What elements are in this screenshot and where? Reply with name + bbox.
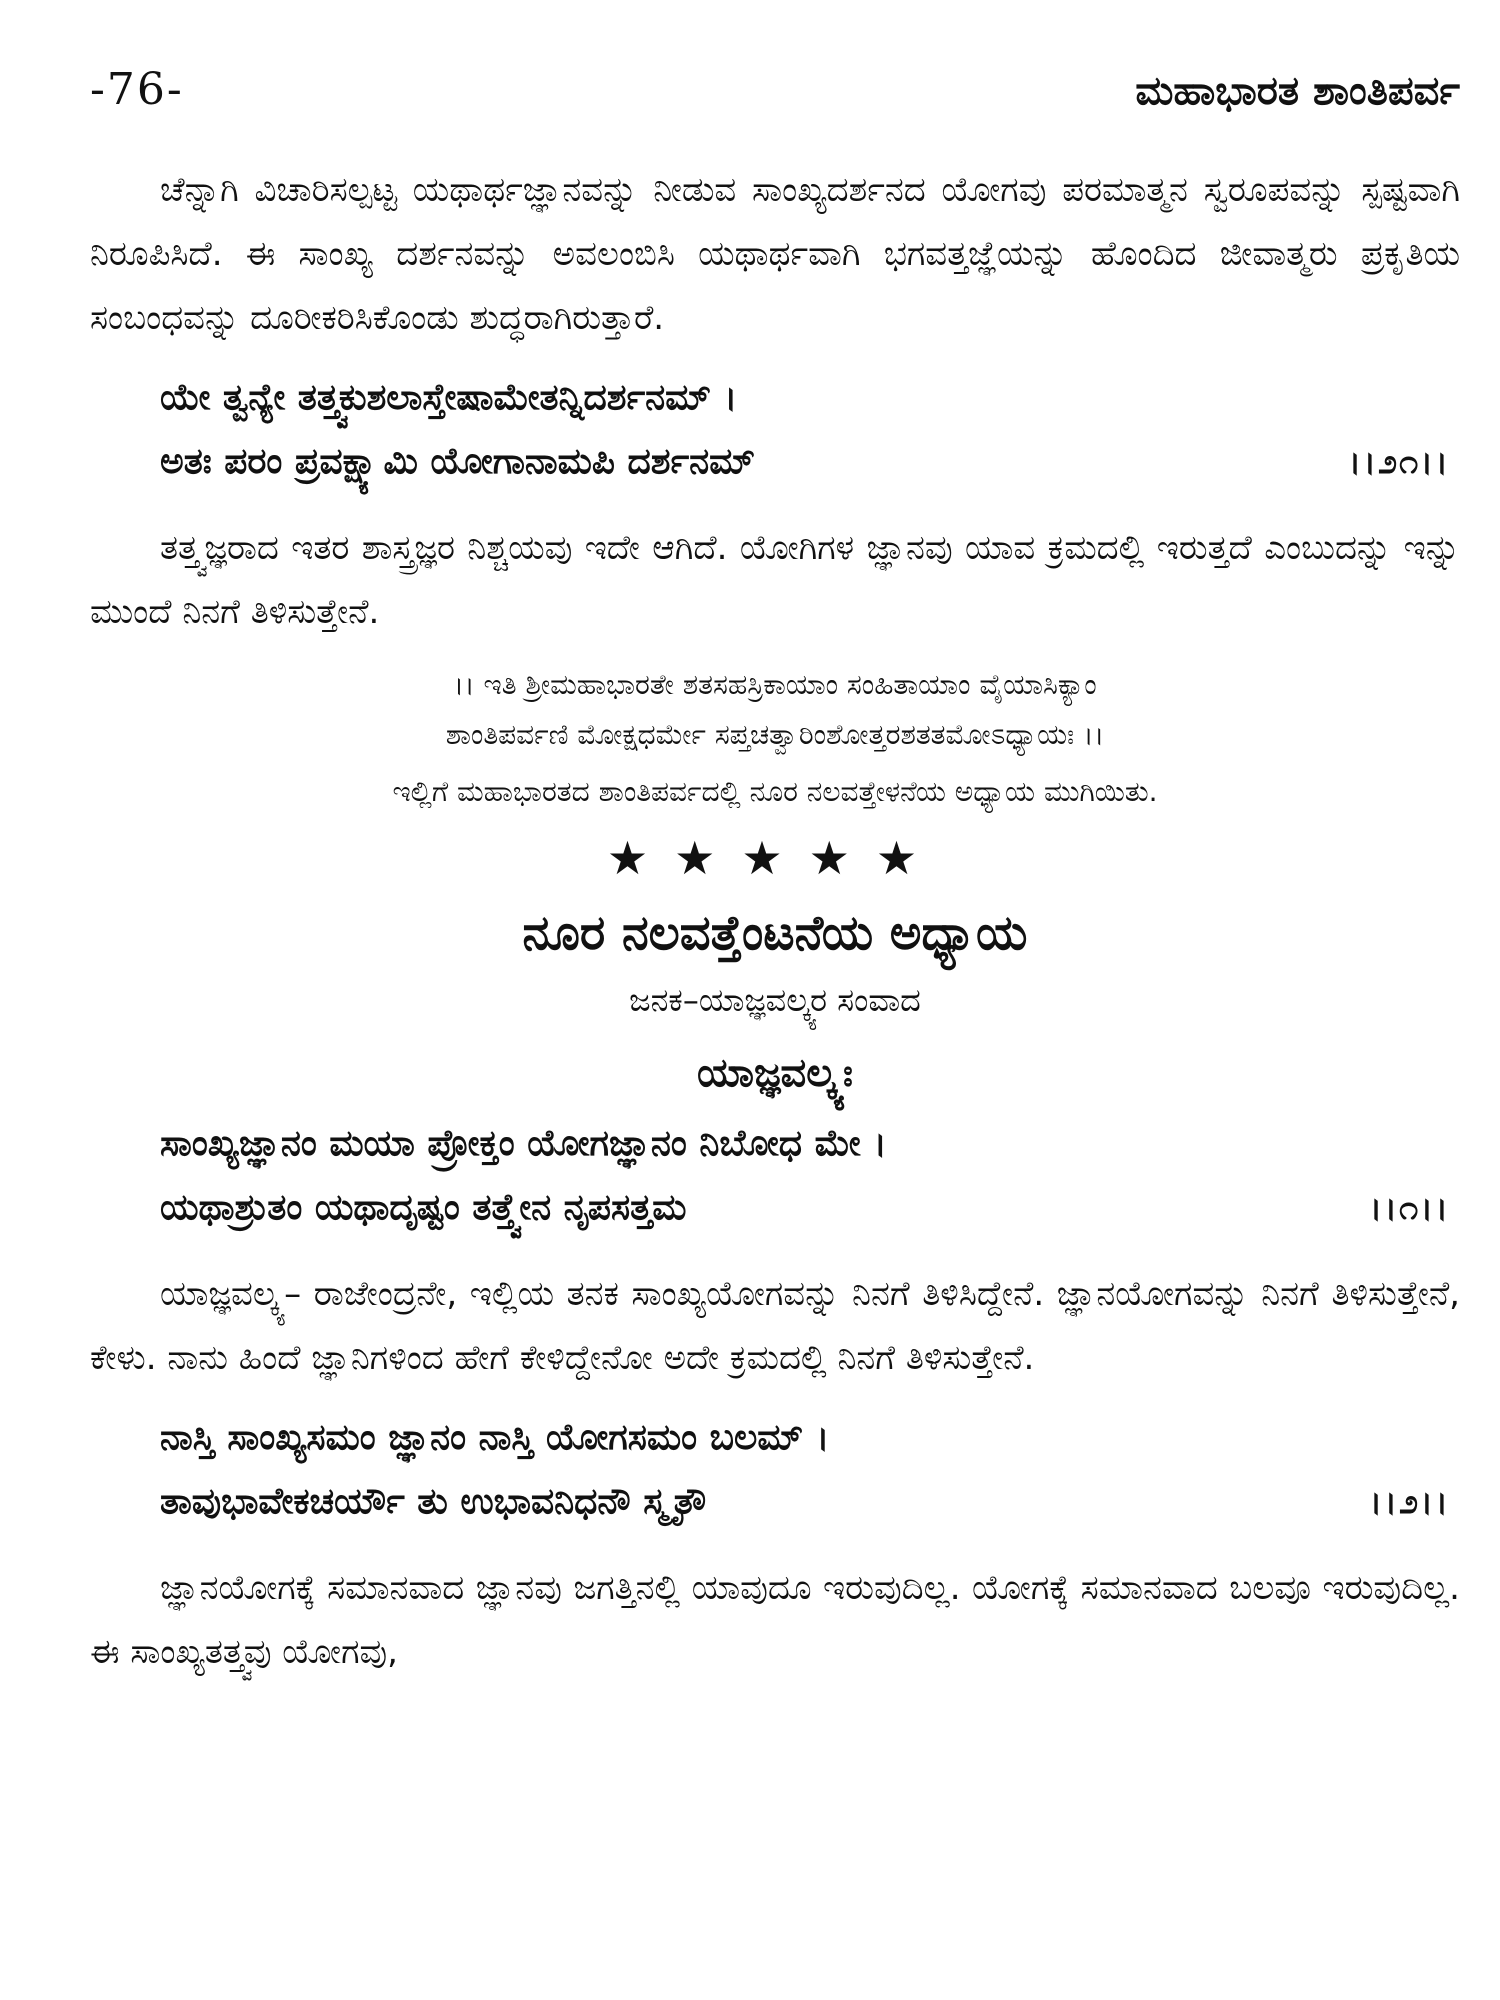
star-separator: ★★★★★ <box>606 831 944 885</box>
page-number: -76- <box>90 64 184 115</box>
running-title: ಮಹಾಭಾರತ ಶಾಂತಿಪರ್ವ <box>1135 68 1460 114</box>
colophon-line-2: ಶಾಂತಿಪರ್ವಣಿ ಮೋಕ್ಷಧರ್ಮೇ ಸಪ್ತಚತ್ವಾರಿಂಶೋತ್ತರಶತತಮೋಽಧ್ಯಾಯಃ ।। <box>445 718 1105 751</box>
colophon-line-1: ।। ಇತಿ ಶ್ರೀಮಹಾಭಾರತೇ ಶತಸಹಸ್ರಿಕಾಯಾಂ ಸಂಹಿತಾಯಾಂ ವೈಯಾಸಿಕ್ಯಾಂ <box>453 668 1097 701</box>
verse-text: ನಾಸ್ತಿ ಸಾಂಖ್ಯಸಮಂ ಜ್ಞಾನಂ ನಾಸ್ತಿ ಯೋಗಸಮಂ ಬಲಮ್ । <box>160 1417 830 1458</box>
verse-number: ।।೧।। <box>1369 1188 1450 1228</box>
verse-line <box>160 1112 1460 1176</box>
paragraph-2: ತತ್ತ್ವಜ್ಞರಾದ ಇತರ ಶಾಸ್ತ್ರಜ್ಞರ ನಿಶ್ಚಯವು ಇದೇ ಆಗಿದೆ. ಯೋಗಿಗಳ ಜ್ಞಾನವು ಯಾವ ಕ್ರಮದಲ್ಲಿ ಇರುತ್ತದೆ ಎಂಬುದನ್ನು ಇನ್ನು ಮುಂದೆ ನಿನಗೆ ತಿಳಿಸುತ್ತೇನೆ. <box>90 528 1460 632</box>
paragraph-1: ಚೆನ್ನಾಗಿ ವಿಚಾರಿಸಲ್ಪಟ್ಟ ಯಥಾರ್ಥಜ್ಞಾನವನ್ನು ನೀಡುವ ಸಾಂಖ್ಯದರ್ಶನದ ಯೋಗವು ಪರಮಾತ್ಮನ ಸ್ವರೂಪವನ್ನು ಸ್ಪಷ್ಟವಾಗಿ ನಿರೂಪಿಸಿದೆ. ಈ ಸಾಂಖ್ಯ ದರ್ಶನವನ್ನು ಅವಲಂಬಿಸಿ ಯಥಾರ್ಥವಾಗಿ ಭಗವತ್ತಜ್ಞೆಯನ್ನು ಹೊಂದಿದ ಜೀವಾತ್ಮರು ಪ್ರಕೃತಿಯ ಸಂಬಂಧವನ್ನು ದೂರೀಕರಿಸಿಕೊಂಡು ಶುದ್ಧರಾಗಿರುತ್ತಾರೆ. <box>90 170 1460 338</box>
verse-number: ।।೨।। <box>1369 1482 1450 1522</box>
verse-number: ।।೨೧।। <box>1348 442 1450 482</box>
paragraph-4: ಜ್ಞಾನಯೋಗಕ್ಕೆ ಸಮಾನವಾದ ಜ್ಞಾನವು ಜಗತ್ತಿನಲ್ಲಿ ಯಾವುದೂ ಇರುವುದಿಲ್ಲ. ಯೋಗಕ್ಕೆ ಸಮಾನವಾದ ಬಲವೂ ಇರುವುದಿಲ್ಲ. ಈ ಸಾಂಖ್ಯತತ್ತ್ವವು ಯೋಗವು, <box>90 1568 1460 1672</box>
colophon <box>90 660 1460 820</box>
verse-text: ತಾವುಭಾವೇಕಚರ್ಯೌ ತು ಉಭಾವನಿಧನೌ ಸ್ಮೃತೌ <box>160 1481 707 1522</box>
verse-text: ಯಥಾಶ್ರುತಂ ಯಥಾದೃಷ್ಟಂ ತತ್ತ್ವೇನ ನೃಪಸತ್ತಮ <box>160 1187 687 1228</box>
verse-1 <box>90 1112 1460 1240</box>
chapter-closing-note: ಇಲ್ಲಿಗೆ ಮಹಾಭಾರತದ ಶಾಂತಿಪರ್ವದಲ್ಲಿ ನೂರ ನಲವತ್ತೇಳನೆಯ ಅಧ್ಯಾಯ ಮುಗಿಯಿತು. <box>392 775 1158 808</box>
verse-text: ಯೇ ತ್ವನ್ಯೇ ತತ್ತ್ವಕುಶಲಾಸ್ತೇಷಾಮೇತನ್ನಿದರ್ಶನಮ್ । <box>160 377 738 418</box>
verse-line <box>160 1470 1460 1534</box>
document-page <box>90 60 1460 1960</box>
paragraph-3: ಯಾಜ್ಞವಲ್ಕ್ಯ– ರಾಜೇಂದ್ರನೇ, ಇಲ್ಲಿಯ ತನಕ ಸಾಂಖ್ಯಯೋಗವನ್ನು ನಿನಗೆ ತಿಳಿಸಿದ್ದೇನೆ. ಜ್ಞಾನಯೋಗವನ್ನು ನಿನಗೆ ತಿಳಿಸುತ್ತೇನೆ, ಕೇಳು. ನಾನು ಹಿಂದೆ ಜ್ಞಾನಿಗಳಿಂದ ಹೇಗೆ ಕೇಳಿದ್ದೇನೋ ಅದೇ ಕ್ರಮದಲ್ಲಿ ನಿನಗೆ ತಿಳಿಸುತ್ತೇನೆ. <box>90 1274 1460 1378</box>
speaker-heading: ಯಾಜ್ಞವಲ್ಕ್ಯಃ <box>697 1050 853 1096</box>
verse-line <box>160 430 1460 494</box>
page-header <box>90 60 1460 130</box>
verse-text: ಸಾಂಖ್ಯಜ್ಞಾನಂ ಮಯಾ ಪ್ರೋಕ್ತಂ ಯೋಗಜ್ಞಾನಂ ನಿಬೋಧ ಮೇ । <box>160 1123 887 1164</box>
verse-line <box>160 1406 1460 1470</box>
verse-2 <box>90 1406 1460 1534</box>
verse-21 <box>90 366 1460 494</box>
verse-line <box>160 366 1460 430</box>
chapter-subtitle: ಜನಕ–ಯಾಜ್ಞವಲ್ಕ್ಯರ ಸಂವಾದ <box>629 981 921 1019</box>
chapter-title: ನೂರ ನಲವತ್ತೆಂಟನೆಯ ಅಧ್ಯಾಯ <box>522 905 1028 961</box>
verse-line <box>160 1176 1460 1240</box>
verse-text: ಅತಃ ಪರಂ ಪ್ರವಕ್ಷ್ಯಾಮಿ ಯೋಗಾನಾಮಪಿ ದರ್ಶನಮ್ <box>160 441 756 482</box>
